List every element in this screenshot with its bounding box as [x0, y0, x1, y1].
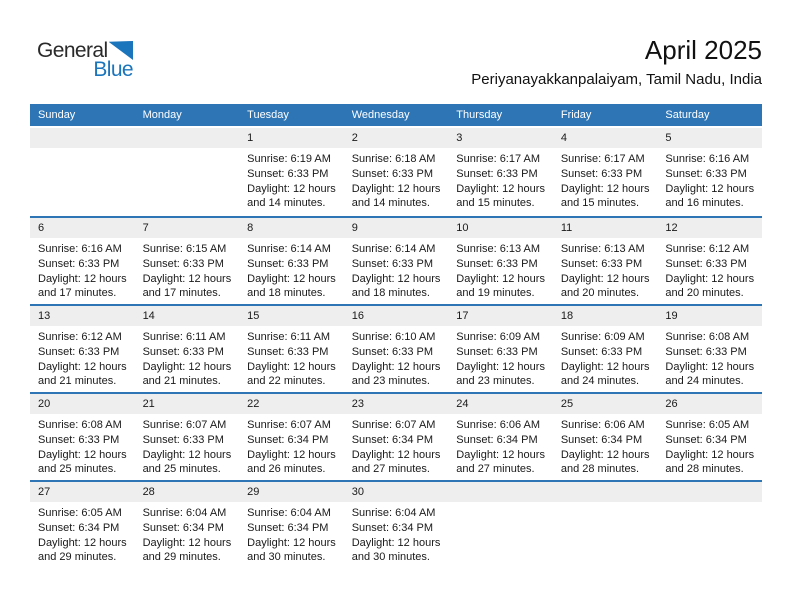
- day-details: [448, 414, 553, 477]
- detail-line: Daylight: 12 hours: [247, 272, 336, 285]
- day-of-week-header: Tuesday: [247, 109, 289, 121]
- detail-line: Sunset: 6:34 PM: [351, 521, 434, 534]
- detail-line: and 20 minutes.: [560, 287, 640, 300]
- calendar-day-cell: [448, 128, 553, 216]
- day-number-band: [344, 218, 449, 238]
- detail-line: Sunrise: 6:11 AM: [142, 331, 226, 343]
- detail-line: Sunset: 6:33 PM: [665, 345, 747, 358]
- detail-line: Daylight: 12 hours: [456, 182, 545, 195]
- detail-line: and 29 minutes.: [38, 551, 117, 564]
- day-number: 14: [142, 310, 155, 322]
- detail-line: Daylight: 12 hours: [142, 360, 232, 373]
- day-number: 22: [247, 398, 260, 410]
- detail-line: Daylight: 12 hours: [560, 360, 650, 373]
- calendar-day-cell: [344, 306, 449, 392]
- day-number: 5: [665, 132, 672, 144]
- day-number: 11: [560, 222, 573, 234]
- detail-line: Daylight: 12 hours: [665, 182, 755, 195]
- calendar-day-cell: [553, 394, 658, 480]
- day-details: [657, 238, 762, 301]
- day-details: [344, 502, 449, 565]
- calendar-day-cell: [344, 482, 449, 568]
- detail-line: Sunset: 6:33 PM: [142, 257, 224, 270]
- detail-line: Sunset: 6:33 PM: [142, 433, 224, 446]
- day-number-band: [344, 306, 449, 326]
- day-number: 29: [247, 486, 260, 498]
- day-number-band: [553, 218, 658, 238]
- detail-line: Sunset: 6:33 PM: [665, 257, 747, 270]
- calendar-day-cell: [448, 218, 553, 304]
- detail-line: Sunset: 6:34 PM: [247, 433, 329, 446]
- day-number: 30: [351, 486, 364, 498]
- detail-line: and 18 minutes.: [247, 287, 326, 300]
- detail-line: and 15 minutes.: [456, 197, 535, 210]
- day-number: 26: [665, 398, 678, 410]
- week-row: [30, 304, 762, 392]
- day-of-week-header: Monday: [142, 109, 182, 121]
- day-details: [657, 502, 762, 506]
- day-number-band: [448, 482, 553, 502]
- detail-line: Sunrise: 6:12 AM: [665, 243, 750, 255]
- day-number-band: [448, 394, 553, 414]
- detail-line: Sunrise: 6:05 AM: [38, 507, 122, 519]
- detail-line: and 25 minutes.: [142, 463, 221, 476]
- calendar-day-cell: [239, 394, 344, 480]
- detail-line: and 30 minutes.: [351, 551, 430, 564]
- detail-line: Daylight: 12 hours: [351, 272, 441, 285]
- day-details: [553, 238, 658, 301]
- detail-line: and 14 minutes.: [351, 197, 430, 210]
- detail-line: and 25 minutes.: [38, 463, 117, 476]
- page-title: April 2025: [644, 35, 762, 65]
- detail-line: Sunset: 6:34 PM: [142, 521, 224, 534]
- day-number-band: [30, 218, 135, 238]
- day-number: 7: [142, 222, 149, 234]
- detail-line: Sunrise: 6:17 AM: [560, 153, 645, 165]
- calendar-day-cell: [448, 306, 553, 392]
- detail-line: Sunrise: 6:06 AM: [456, 419, 541, 431]
- day-details: [135, 238, 240, 301]
- day-number-band: [30, 482, 135, 502]
- day-number-band: [344, 482, 449, 502]
- calendar-day-cell: [135, 394, 240, 480]
- detail-line: Sunrise: 6:06 AM: [560, 419, 645, 431]
- calendar-day-cell: [135, 218, 240, 304]
- day-number-band: [135, 218, 240, 238]
- detail-line: Sunrise: 6:13 AM: [456, 243, 541, 255]
- day-details: [553, 502, 658, 506]
- calendar-day-cell: [344, 218, 449, 304]
- detail-line: Sunrise: 6:16 AM: [38, 243, 122, 255]
- detail-line: and 20 minutes.: [665, 287, 744, 300]
- detail-line: Daylight: 12 hours: [142, 448, 232, 461]
- detail-line: and 21 minutes.: [38, 375, 117, 388]
- day-details: [239, 238, 344, 301]
- detail-line: Sunset: 6:33 PM: [665, 167, 747, 180]
- day-number-band: [239, 218, 344, 238]
- detail-line: Sunrise: 6:14 AM: [351, 243, 436, 255]
- day-number: 19: [665, 310, 678, 322]
- calendar-day-cell: [239, 218, 344, 304]
- detail-line: and 23 minutes.: [456, 375, 535, 388]
- detail-line: Daylight: 12 hours: [665, 448, 755, 461]
- day-number: 1: [247, 132, 254, 144]
- calendar-day-cell: [657, 306, 762, 392]
- header-titles: [471, 36, 762, 88]
- detail-line: Sunset: 6:33 PM: [38, 257, 120, 270]
- day-number: 8: [247, 222, 254, 234]
- detail-line: and 17 minutes.: [142, 287, 221, 300]
- calendar-empty-cell: [553, 482, 658, 568]
- day-number-band: [239, 306, 344, 326]
- day-number: 27: [38, 486, 51, 498]
- detail-line: and 15 minutes.: [560, 197, 640, 210]
- detail-line: Daylight: 12 hours: [247, 536, 336, 549]
- detail-line: Sunrise: 6:05 AM: [665, 419, 750, 431]
- detail-line: and 24 minutes.: [665, 375, 744, 388]
- detail-line: and 24 minutes.: [560, 375, 640, 388]
- day-details: [239, 414, 344, 477]
- day-number: 20: [38, 398, 51, 410]
- week-row: [30, 216, 762, 304]
- day-of-week-header-row: [30, 104, 762, 126]
- day-details: [135, 148, 240, 152]
- day-number-band: [344, 394, 449, 414]
- calendar-day-cell: [30, 306, 135, 392]
- day-number: 15: [247, 310, 260, 322]
- detail-line: and 21 minutes.: [142, 375, 221, 388]
- day-of-week-header: Wednesday: [351, 109, 410, 121]
- general-blue-logo: [37, 40, 133, 80]
- day-details: [344, 148, 449, 211]
- day-number-band: [448, 218, 553, 238]
- day-details: [448, 326, 553, 389]
- day-number-band: [239, 394, 344, 414]
- day-details: [553, 148, 658, 211]
- detail-line: Sunrise: 6:07 AM: [142, 419, 227, 431]
- detail-line: and 26 minutes.: [247, 463, 326, 476]
- detail-line: and 27 minutes.: [456, 463, 535, 476]
- detail-line: Sunrise: 6:07 AM: [351, 419, 436, 431]
- day-number: 6: [38, 222, 45, 234]
- detail-line: Daylight: 12 hours: [560, 182, 650, 195]
- day-number: 10: [456, 222, 469, 234]
- detail-line: Daylight: 12 hours: [456, 448, 545, 461]
- day-number: 23: [351, 398, 364, 410]
- calendar-day-cell: [657, 128, 762, 216]
- day-details: [448, 238, 553, 301]
- detail-line: Sunrise: 6:10 AM: [351, 331, 436, 343]
- day-number: 17: [456, 310, 469, 322]
- detail-line: Daylight: 12 hours: [351, 448, 441, 461]
- calendar-day-cell: [448, 394, 553, 480]
- detail-line: and 28 minutes.: [665, 463, 744, 476]
- day-number-band: [553, 394, 658, 414]
- detail-line: Daylight: 12 hours: [142, 536, 232, 549]
- day-number-band: [30, 128, 135, 148]
- detail-line: Sunrise: 6:04 AM: [142, 507, 227, 519]
- detail-line: Sunset: 6:33 PM: [560, 345, 643, 358]
- detail-line: Sunset: 6:34 PM: [456, 433, 538, 446]
- calendar-table: [30, 104, 762, 568]
- day-details: [344, 414, 449, 477]
- day-number-band: [553, 482, 658, 502]
- detail-line: Daylight: 12 hours: [351, 182, 441, 195]
- detail-line: Daylight: 12 hours: [247, 360, 336, 373]
- detail-line: Daylight: 12 hours: [560, 272, 650, 285]
- detail-line: Daylight: 12 hours: [456, 272, 545, 285]
- detail-line: Sunrise: 6:04 AM: [351, 507, 436, 519]
- detail-line: and 28 minutes.: [560, 463, 640, 476]
- calendar-day-cell: [135, 306, 240, 392]
- detail-line: Sunrise: 6:14 AM: [247, 243, 331, 255]
- day-number-band: [30, 306, 135, 326]
- day-number: 2: [351, 132, 358, 144]
- calendar-empty-cell: [448, 482, 553, 568]
- calendar-day-cell: [30, 394, 135, 480]
- detail-line: Sunrise: 6:07 AM: [247, 419, 331, 431]
- detail-line: Sunrise: 6:18 AM: [351, 153, 436, 165]
- detail-line: Sunrise: 6:09 AM: [560, 331, 645, 343]
- day-details: [239, 502, 344, 565]
- day-details: [553, 414, 658, 477]
- detail-line: Sunset: 6:33 PM: [142, 345, 224, 358]
- detail-line: Daylight: 12 hours: [351, 360, 441, 373]
- day-number: 25: [560, 398, 574, 410]
- day-number-band: [657, 306, 762, 326]
- calendar-day-cell: [657, 218, 762, 304]
- day-details: [135, 326, 240, 389]
- detail-line: Sunset: 6:33 PM: [351, 345, 434, 358]
- location-subtitle: Periyanayakkanpalaiyam, Tamil Nadu, India: [471, 70, 762, 88]
- calendar-day-cell: [553, 306, 658, 392]
- detail-line: Sunset: 6:33 PM: [456, 345, 538, 358]
- day-number-band: [657, 128, 762, 148]
- detail-line: Daylight: 12 hours: [38, 360, 127, 373]
- week-row: [30, 480, 762, 568]
- detail-line: and 27 minutes.: [351, 463, 430, 476]
- day-of-week-header: Sunday: [38, 109, 76, 121]
- day-details: [344, 238, 449, 301]
- detail-line: and 17 minutes.: [38, 287, 117, 300]
- detail-line: Sunrise: 6:16 AM: [665, 153, 750, 165]
- detail-line: Sunset: 6:33 PM: [456, 167, 538, 180]
- day-number: 16: [351, 310, 364, 322]
- logo-text-blue: Blue: [93, 58, 133, 81]
- day-number-band: [657, 218, 762, 238]
- day-details: [657, 326, 762, 389]
- detail-line: Sunset: 6:34 PM: [560, 433, 643, 446]
- detail-line: and 19 minutes.: [456, 287, 535, 300]
- day-number-band: [135, 128, 240, 148]
- calendar-day-cell: [344, 128, 449, 216]
- detail-line: Sunset: 6:34 PM: [351, 433, 434, 446]
- day-details: [30, 148, 135, 152]
- calendar-empty-cell: [135, 128, 240, 216]
- day-number-band: [657, 394, 762, 414]
- week-row: [30, 392, 762, 480]
- calendar-day-cell: [30, 218, 135, 304]
- day-details: [657, 414, 762, 477]
- day-number-band: [553, 306, 658, 326]
- detail-line: Daylight: 12 hours: [560, 448, 650, 461]
- detail-line: Sunrise: 6:13 AM: [560, 243, 645, 255]
- day-number-band: [135, 394, 240, 414]
- day-number: 3: [456, 132, 463, 144]
- day-number-band: [657, 482, 762, 502]
- day-details: [344, 326, 449, 389]
- detail-line: Sunrise: 6:19 AM: [247, 153, 331, 165]
- day-number-band: [448, 128, 553, 148]
- calendar-day-cell: [239, 482, 344, 568]
- day-number: 13: [38, 310, 51, 322]
- detail-line: Sunset: 6:34 PM: [665, 433, 747, 446]
- detail-line: and 30 minutes.: [247, 551, 326, 564]
- detail-line: Sunset: 6:33 PM: [38, 433, 120, 446]
- day-of-week-header: Thursday: [456, 109, 503, 121]
- detail-line: Sunset: 6:33 PM: [38, 345, 120, 358]
- detail-line: Daylight: 12 hours: [142, 272, 232, 285]
- day-details: [30, 414, 135, 477]
- day-of-week-header: Saturday: [665, 109, 710, 121]
- detail-line: Sunset: 6:33 PM: [247, 167, 329, 180]
- calendar-day-cell: [553, 128, 658, 216]
- detail-line: Sunrise: 6:08 AM: [665, 331, 750, 343]
- detail-line: Daylight: 12 hours: [456, 360, 545, 373]
- detail-line: Sunset: 6:33 PM: [247, 345, 329, 358]
- detail-line: and 29 minutes.: [142, 551, 221, 564]
- detail-line: Sunset: 6:34 PM: [38, 521, 120, 534]
- detail-line: Daylight: 12 hours: [38, 448, 127, 461]
- detail-line: Daylight: 12 hours: [38, 272, 127, 285]
- day-details: [30, 238, 135, 301]
- detail-line: Sunrise: 6:09 AM: [456, 331, 541, 343]
- day-details: [135, 414, 240, 477]
- day-number-band: [135, 306, 240, 326]
- day-number-band: [30, 394, 135, 414]
- detail-line: Sunset: 6:33 PM: [560, 167, 643, 180]
- detail-line: Daylight: 12 hours: [247, 448, 336, 461]
- day-number: 18: [560, 310, 574, 322]
- detail-line: Daylight: 12 hours: [665, 272, 755, 285]
- day-number: 24: [456, 398, 469, 410]
- detail-line: Sunrise: 6:17 AM: [456, 153, 541, 165]
- detail-line: Sunrise: 6:04 AM: [247, 507, 331, 519]
- calendar-empty-cell: [30, 128, 135, 216]
- calendar-empty-cell: [657, 482, 762, 568]
- detail-line: and 16 minutes.: [665, 197, 744, 210]
- detail-line: Daylight: 12 hours: [665, 360, 755, 373]
- day-number: 9: [351, 222, 358, 234]
- day-of-week-header: Friday: [560, 109, 592, 121]
- detail-line: Daylight: 12 hours: [351, 536, 441, 549]
- detail-line: and 22 minutes.: [247, 375, 326, 388]
- detail-line: Sunset: 6:34 PM: [247, 521, 329, 534]
- day-details: [448, 148, 553, 211]
- detail-line: Daylight: 12 hours: [247, 182, 336, 195]
- day-details: [553, 326, 658, 389]
- week-row: [30, 128, 762, 216]
- calendar-day-cell: [239, 306, 344, 392]
- calendar-day-cell: [657, 394, 762, 480]
- detail-line: Sunset: 6:33 PM: [456, 257, 538, 270]
- detail-line: Daylight: 12 hours: [38, 536, 127, 549]
- detail-line: Sunset: 6:33 PM: [351, 167, 434, 180]
- day-details: [30, 502, 135, 565]
- detail-line: and 14 minutes.: [247, 197, 326, 210]
- day-number: 21: [142, 398, 155, 410]
- calendar-day-cell: [553, 218, 658, 304]
- detail-line: and 18 minutes.: [351, 287, 430, 300]
- day-number: 4: [560, 132, 567, 144]
- detail-line: Sunrise: 6:08 AM: [38, 419, 122, 431]
- day-number: 28: [142, 486, 155, 498]
- day-number-band: [239, 482, 344, 502]
- logo-text-general: General: [37, 39, 108, 62]
- calendar-weeks: [30, 128, 762, 568]
- calendar-day-cell: [135, 482, 240, 568]
- calendar-day-cell: [30, 482, 135, 568]
- day-details: [239, 148, 344, 211]
- calendar-day-cell: [344, 394, 449, 480]
- day-details: [239, 326, 344, 389]
- day-number: 12: [665, 222, 678, 234]
- day-number-band: [239, 128, 344, 148]
- detail-line: Sunset: 6:33 PM: [247, 257, 329, 270]
- calendar-day-cell: [239, 128, 344, 216]
- detail-line: Sunrise: 6:12 AM: [38, 331, 122, 343]
- day-details: [448, 502, 553, 506]
- day-details: [135, 502, 240, 565]
- day-number-band: [553, 128, 658, 148]
- day-number-band: [344, 128, 449, 148]
- detail-line: Sunrise: 6:11 AM: [247, 331, 331, 343]
- detail-line: Sunset: 6:33 PM: [351, 257, 434, 270]
- day-details: [657, 148, 762, 211]
- detail-line: Sunrise: 6:15 AM: [142, 243, 227, 255]
- day-number-band: [448, 306, 553, 326]
- detail-line: and 23 minutes.: [351, 375, 430, 388]
- day-number-band: [135, 482, 240, 502]
- day-details: [30, 326, 135, 389]
- detail-line: Sunset: 6:33 PM: [560, 257, 643, 270]
